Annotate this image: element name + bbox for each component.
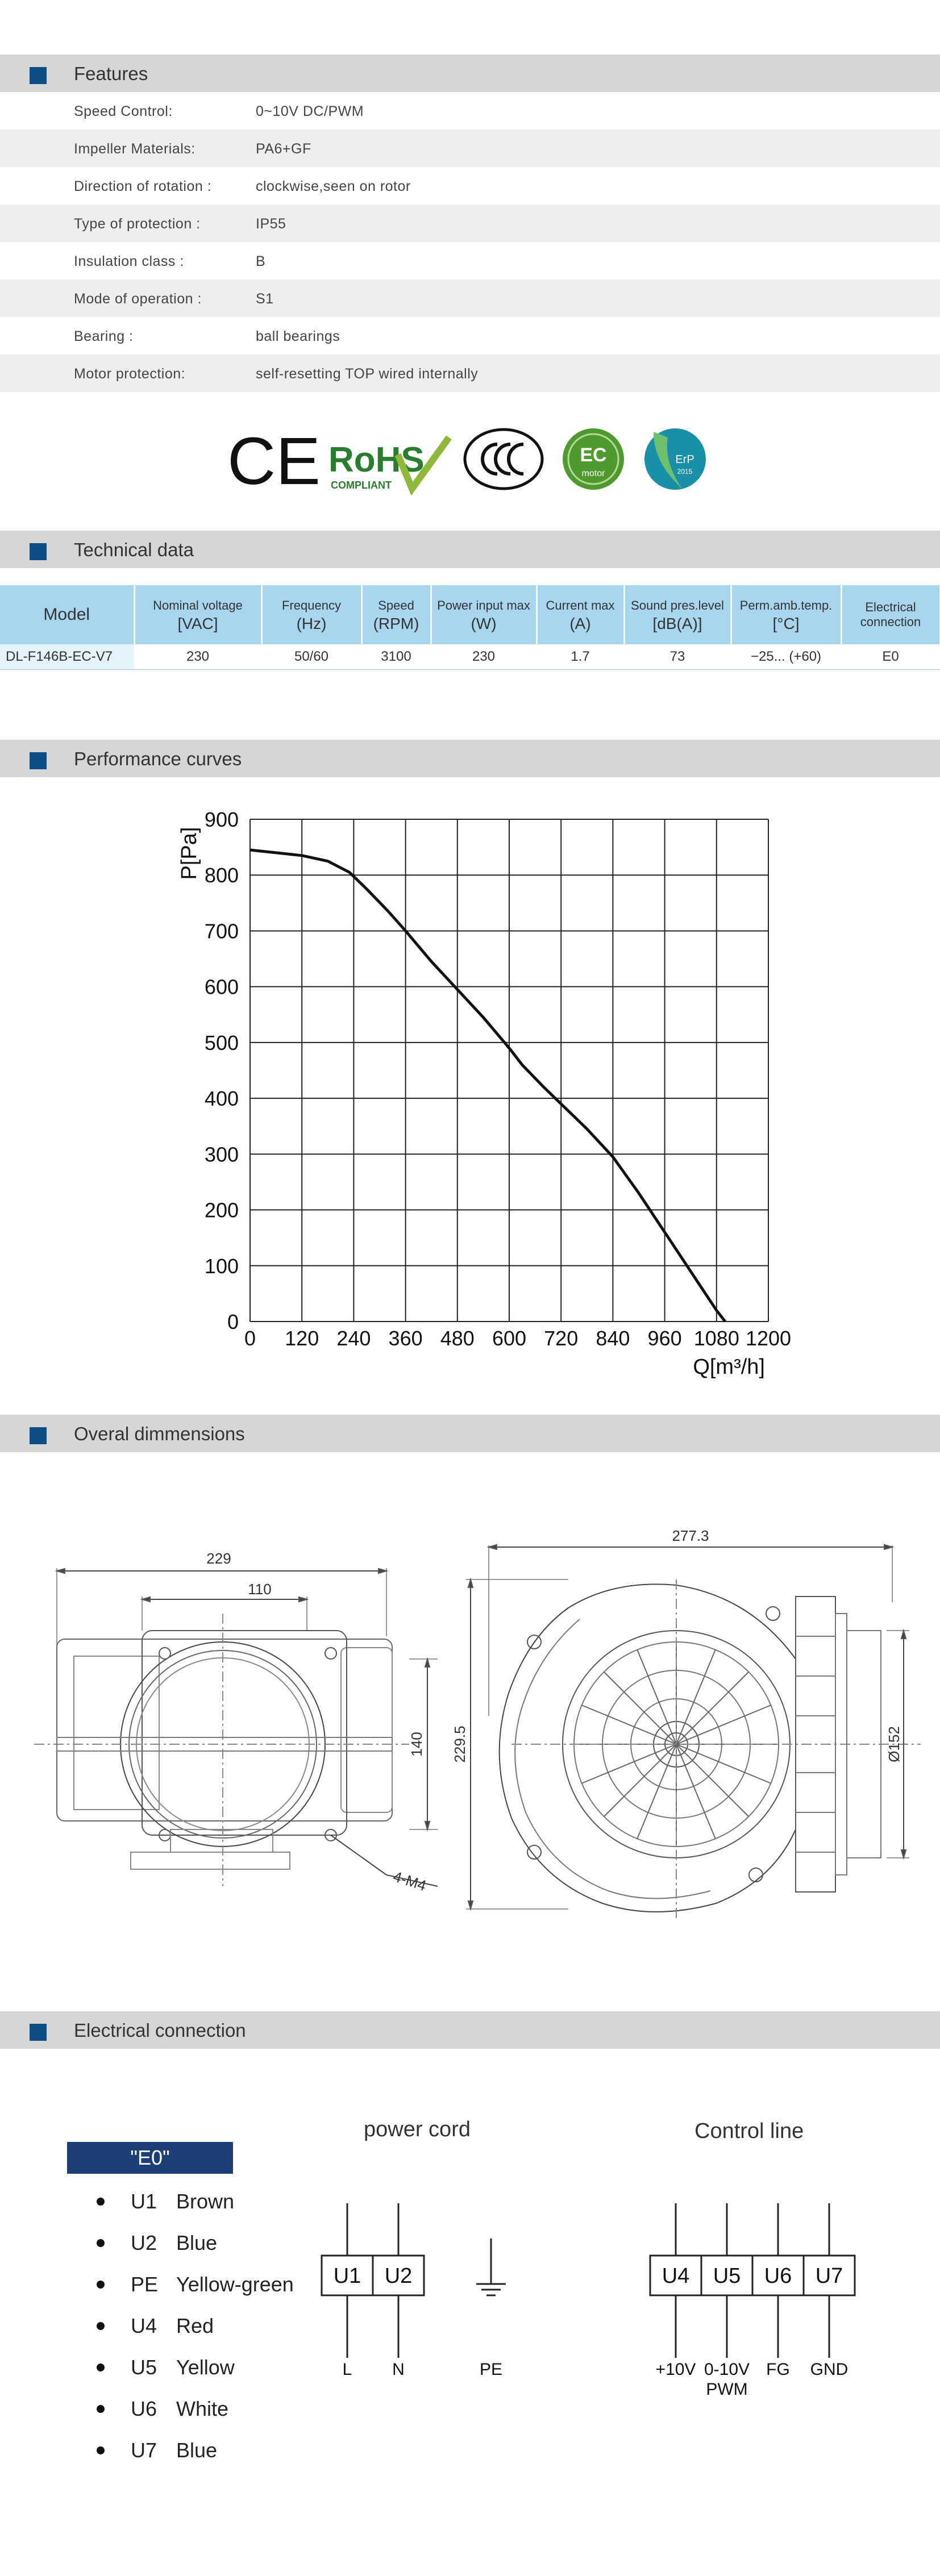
y-tick-label: 500: [204, 1031, 239, 1054]
dimension-drawings: [0, 1489, 940, 1943]
y-tick-label: 700: [204, 919, 239, 943]
terminal-label: U1: [333, 2264, 361, 2288]
svg-text:COMPLIANT: COMPLIANT: [331, 480, 392, 491]
ccc-logo-icon: [465, 430, 542, 489]
performance-title: Performance curves: [74, 748, 242, 769]
feature-row: [0, 355, 940, 392]
feature-value: ball bearings: [256, 328, 340, 344]
header-unit: (RPM): [373, 615, 419, 632]
y-axis-label: P[Pa]: [177, 827, 201, 880]
table-cell: 3100: [361, 644, 431, 669]
svg-text:motor: motor: [581, 469, 605, 478]
wire-code: U1: [131, 2190, 157, 2213]
table-cell: E0: [841, 644, 940, 669]
wire-color: Blue: [176, 2439, 218, 2462]
header-name: Speed: [378, 598, 414, 612]
x-tick-label: 1080: [693, 1327, 739, 1350]
feature-value: PA6+GF: [256, 141, 311, 157]
wire-code: U4: [131, 2314, 157, 2337]
features-title: Features: [74, 63, 148, 84]
feature-value: S1: [256, 291, 274, 307]
dimensions-title: Overal dimmensions: [74, 1423, 245, 1444]
y-tick-label: 0: [227, 1310, 239, 1333]
technical-title: Technical data: [74, 539, 194, 560]
bullet-icon: [97, 2364, 105, 2371]
y-tick-label: 300: [204, 1143, 239, 1166]
performance-curve-line: [250, 850, 725, 1322]
wire-code: U7: [131, 2439, 157, 2462]
wire-color: Yellow-green: [176, 2273, 294, 2296]
y-tick-label: 400: [204, 1087, 239, 1111]
x-tick-label: 840: [596, 1327, 630, 1350]
dim-110-label: 110: [248, 1581, 272, 1598]
wire-code: PE: [131, 2273, 159, 2296]
x-tick-label: 1200: [745, 1327, 792, 1350]
feature-value: IP55: [256, 216, 286, 232]
technical-section-bar: [0, 531, 940, 568]
feature-row: [0, 280, 940, 317]
list-item: [97, 2431, 369, 2472]
table-header-cell: [361, 585, 431, 644]
section-marker-icon: [30, 543, 47, 560]
header-name: Model: [43, 605, 90, 624]
control-line-title: Control line: [694, 2119, 804, 2143]
y-tick-label: 200: [204, 1198, 239, 1222]
header-name: Frequency: [282, 598, 341, 612]
dim-229-label: 229: [206, 1550, 231, 1567]
table-header-cell: [0, 585, 134, 644]
dim-4m4-label: 4-M4: [391, 1868, 429, 1895]
wire-end-label: +10V: [655, 2360, 696, 2379]
svg-text:2015: 2015: [677, 468, 693, 476]
ec-motor-logo-icon: [563, 428, 624, 490]
svg-text:EC: EC: [580, 444, 607, 466]
header-unit: (W): [471, 615, 497, 632]
wire-end-label: N: [392, 2360, 405, 2379]
table-cell: 230: [431, 644, 536, 669]
table-header-cell: [134, 585, 261, 644]
wire-end-label: PWM: [706, 2380, 748, 2399]
y-tick-label: 600: [204, 975, 239, 999]
feature-row: [0, 130, 940, 167]
header-unit: (A): [569, 615, 591, 632]
svg-text:CE: CE: [227, 424, 321, 499]
header-name: Nominal voltage: [153, 598, 243, 612]
wire-code: U5: [131, 2356, 157, 2379]
terminal-label: U5: [713, 2264, 741, 2288]
table-cell: −25... (+60): [731, 644, 841, 669]
table-cell: 1.7: [536, 644, 624, 669]
wiring-diagram: [307, 2193, 940, 2432]
feature-label: Motor protection:: [74, 366, 186, 382]
header-unit: [°C]: [772, 615, 800, 632]
bullet-icon: [97, 2198, 105, 2206]
x-axis-label: Q[m³/h]: [693, 1355, 765, 1379]
terminal-label: U4: [662, 2264, 690, 2288]
feature-value: B: [256, 253, 266, 269]
header-name: Power input max: [437, 598, 530, 612]
front-view-drawing: [34, 1550, 438, 1894]
header-name: Current max: [546, 598, 615, 612]
table-header-cell: [536, 585, 624, 644]
section-marker-icon: [30, 2024, 47, 2041]
svg-text:RoHS: RoHS: [328, 440, 425, 480]
x-tick-label: 120: [285, 1327, 319, 1350]
y-tick-label: 800: [204, 864, 239, 887]
feature-value: self-resetting TOP wired internally: [256, 366, 479, 382]
feature-row: [0, 205, 940, 242]
bullet-icon: [97, 2405, 105, 2413]
ce-mark-icon: [227, 424, 321, 499]
erp-logo-icon: [644, 428, 706, 490]
table-cell: DL-F146B-EC-V7: [0, 644, 134, 669]
dim-140-label: 140: [408, 1732, 425, 1757]
performance-section-bar: [0, 740, 940, 777]
header-unit: [VAC]: [177, 615, 218, 632]
wire-code: U2: [131, 2231, 157, 2254]
dim-277-3-label: 277.3: [672, 1527, 709, 1544]
electrical-section-bar: [0, 2011, 940, 2049]
feature-value: clockwise,seen on rotor: [256, 178, 411, 194]
features-section-bar: [0, 55, 940, 92]
wire-color: Yellow: [176, 2356, 235, 2379]
header-unit: (Hz): [296, 615, 327, 632]
wire-color: Red: [176, 2314, 214, 2337]
feature-row: [0, 92, 940, 130]
feature-row: [0, 317, 940, 355]
side-view-drawing: [451, 1527, 921, 1920]
terminal-label: U6: [764, 2264, 792, 2288]
x-tick-label: 480: [440, 1327, 475, 1350]
rohs-logo-icon: [328, 437, 449, 491]
wire-color: Brown: [176, 2190, 235, 2213]
bullet-icon: [97, 2239, 105, 2247]
x-tick-label: 720: [544, 1327, 579, 1350]
table-header-cell: [624, 585, 731, 644]
table-header-cell: [731, 585, 841, 644]
feature-label: Speed Control:: [74, 103, 173, 119]
bullet-icon: [97, 2322, 105, 2330]
table-cell: 230: [134, 644, 261, 669]
svg-text:ErP: ErP: [675, 453, 694, 466]
x-tick-label: 240: [336, 1327, 371, 1350]
wire-end-label: PE: [479, 2360, 503, 2379]
y-tick-label: 900: [204, 808, 239, 831]
terminal-label: U2: [384, 2264, 413, 2288]
bullet-icon: [97, 2446, 105, 2454]
header-unit: [dB(A)]: [652, 615, 702, 632]
table-cell: 50/60: [261, 644, 361, 669]
feature-row: [0, 242, 940, 280]
feature-label: Bearing :: [74, 328, 134, 344]
feature-label: Insulation class :: [74, 253, 184, 269]
table-cell: 73: [624, 644, 731, 669]
table-header-cell: [431, 585, 536, 644]
dim-229-5-label: 229.5: [451, 1725, 468, 1763]
table-row: [0, 644, 940, 669]
section-marker-icon: [30, 67, 47, 84]
feature-label: Impeller Materials:: [74, 141, 196, 157]
table-header-cell: [261, 585, 361, 644]
wire-color: Blue: [176, 2231, 218, 2254]
header-name: Sound pres.level: [631, 598, 724, 612]
x-tick-label: 960: [647, 1327, 682, 1350]
feature-label: Type of protection :: [74, 216, 201, 232]
table-header-cell: [841, 585, 940, 644]
certification-logos: [0, 409, 940, 511]
table-header-row: [0, 585, 940, 644]
power-cord-title: power cord: [364, 2118, 471, 2141]
connection-type-badge: "E0": [67, 2142, 233, 2174]
wire-end-label: L: [342, 2360, 352, 2379]
electrical-title: Electrical connection: [74, 2020, 246, 2041]
dim-152-label: Ø152: [885, 1726, 902, 1762]
header-name: Electrical connection: [860, 600, 921, 629]
header-name: Perm.amb.temp.: [739, 598, 833, 612]
wire-end-label: FG: [766, 2360, 790, 2379]
feature-value: 0~10V DC/PWM: [256, 103, 364, 119]
wire-color: White: [176, 2397, 229, 2420]
wire-end-label: GND: [810, 2360, 849, 2379]
section-marker-icon: [30, 752, 47, 769]
wire-code: U6: [131, 2397, 157, 2420]
x-tick-label: 360: [388, 1327, 423, 1350]
feature-row: [0, 167, 940, 205]
technical-data-table: [0, 585, 940, 670]
dimensions-section-bar: [0, 1415, 940, 1452]
x-tick-label: 0: [244, 1327, 256, 1350]
performance-chart: [159, 807, 813, 1398]
wire-end-label: 0-10V: [704, 2360, 750, 2379]
feature-label: Mode of operation :: [74, 291, 202, 307]
y-tick-label: 100: [204, 1254, 239, 1278]
section-marker-icon: [30, 1427, 47, 1444]
terminal-label: U7: [815, 2264, 843, 2288]
x-tick-label: 600: [492, 1327, 527, 1350]
bullet-icon: [97, 2281, 105, 2289]
feature-label: Direction of rotation :: [74, 178, 212, 194]
